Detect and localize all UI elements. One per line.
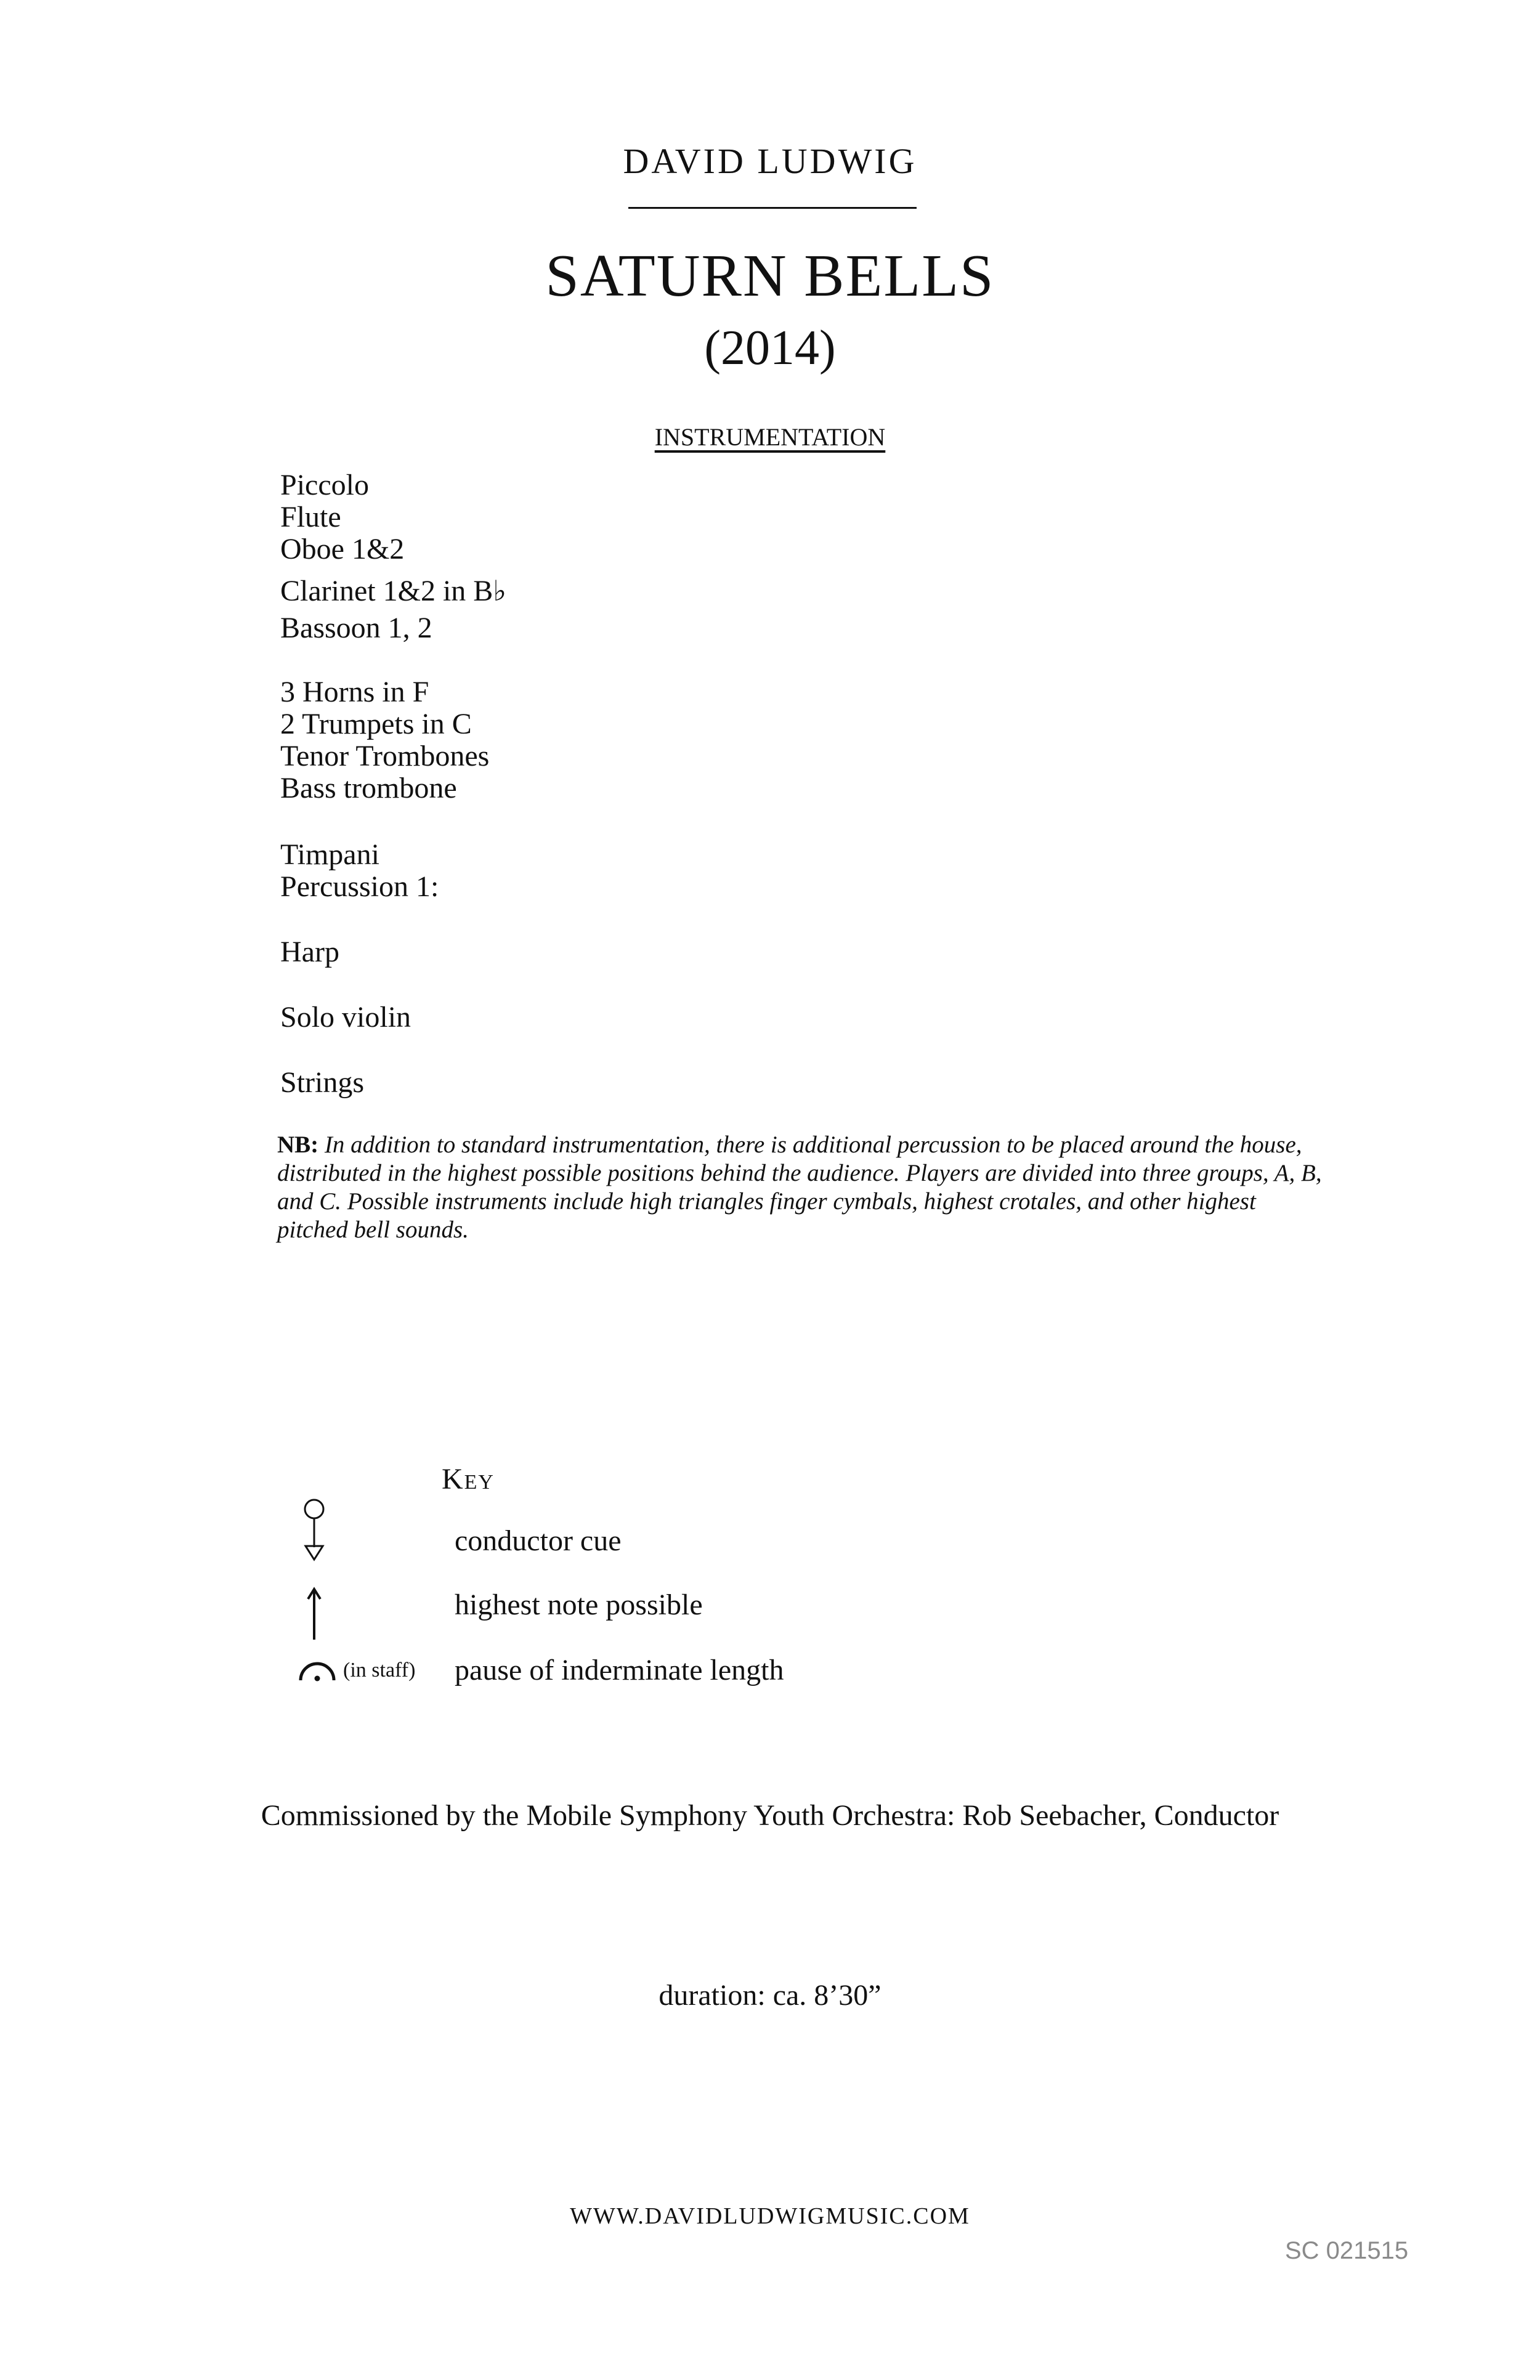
instrument-oboe: Oboe 1&2 <box>280 533 405 565</box>
instrument-strings: Strings <box>280 1066 365 1099</box>
instrument-clarinet <box>280 575 506 607</box>
title-divider <box>628 207 917 209</box>
clarinet-label: Clarinet 1&2 in B <box>280 575 493 607</box>
catalog-number: SC 021515 <box>1285 2237 1409 2264</box>
instrument-bass-trombone: Bass trombone <box>280 772 457 804</box>
up-arrow-icon <box>290 1584 339 1646</box>
instrument-flute: Flute <box>280 501 341 533</box>
duration-text: duration: ca. 8’30” <box>659 1979 881 2012</box>
instrument-timpani: Timpani <box>280 838 379 871</box>
key-in-staff-note: (in staff) <box>343 1659 416 1682</box>
key-label-conductor-cue: conductor cue <box>455 1524 622 1557</box>
instrument-tenor-trombones: Tenor Trombones <box>280 740 490 772</box>
instrument-bassoon: Bassoon 1, 2 <box>280 612 432 644</box>
instrument-trumpets: 2 Trumpets in C <box>280 708 472 740</box>
instrument-harp: Harp <box>280 936 339 968</box>
instrumentation-heading: INSTRUMENTATION <box>654 423 886 451</box>
work-title: SATURN BELLS <box>545 243 995 309</box>
website-url[interactable]: WWW.DAVIDLUDWIGMUSIC.COM <box>570 2203 970 2229</box>
instrument-solo-violin: Solo violin <box>280 1001 411 1034</box>
instrumentation-note <box>277 1131 1324 1244</box>
fermata-icon <box>296 1656 339 1686</box>
work-year: (2014) <box>704 321 836 375</box>
note-text: In addition to standard instrumentation, there is additional percussion to be placed around the house, distributed in the highest possible positions behind the audience. Players are divided into three groups, A, B, and C. Possible instruments include high triangles finger cymbals, highest crotales, and other highest pitched bell sounds. <box>277 1131 1322 1243</box>
instrument-piccolo: Piccolo <box>280 469 369 501</box>
composer-name: DAVID LUDWIG <box>623 141 917 181</box>
flat-symbol: ♭ <box>493 575 507 607</box>
instrument-percussion: Percussion 1: <box>280 870 439 903</box>
instrument-horns: 3 Horns in F <box>280 676 429 708</box>
note-label: NB: <box>277 1131 319 1158</box>
key-label-highest-note: highest note possible <box>455 1589 703 1621</box>
key-heading: Key <box>442 1463 495 1496</box>
key-label-pause: pause of inderminate length <box>455 1654 784 1686</box>
conductor-cue-icon <box>290 1498 339 1566</box>
commission-text: Commissioned by the Mobile Symphony Youth Orchestra: Rob Seebacher, Conductor <box>261 1799 1279 1832</box>
